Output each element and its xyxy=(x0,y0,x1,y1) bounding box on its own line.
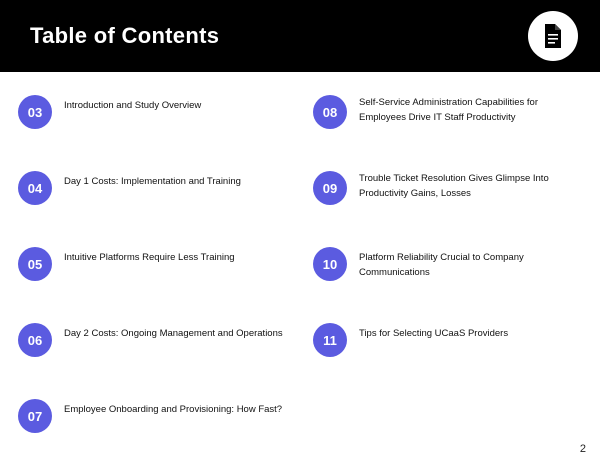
toc-number-badge: 04 xyxy=(18,171,52,205)
toc-number-badge: 07 xyxy=(18,399,52,433)
toc-number-badge: 10 xyxy=(313,247,347,281)
toc-number-badge: 05 xyxy=(18,247,52,281)
toc-item-09[interactable] xyxy=(313,171,588,205)
toc-item-label: Self-Service Administration Capabilities for Employees Drive IT Staff Productivity xyxy=(359,97,538,123)
toc-number-badge: 09 xyxy=(313,171,347,205)
page-title: Table of Contents xyxy=(30,23,220,48)
header-badge xyxy=(528,11,578,61)
toc-item-06[interactable] xyxy=(18,323,293,357)
toc-item-05[interactable] xyxy=(18,247,293,281)
document-icon xyxy=(542,23,564,49)
toc-item-label: Employee Onboarding and Provisioning: How Fast? xyxy=(64,404,283,415)
toc-item-label: Tips for Selecting UCaaS Providers xyxy=(359,328,509,339)
toc-item-03[interactable] xyxy=(18,95,293,129)
toc-item-08[interactable] xyxy=(313,95,588,129)
toc-item-label: Trouble Ticket Resolution Gives Glimpse Into Productivity Gains, Losses xyxy=(359,173,549,199)
toc-item-10[interactable] xyxy=(313,247,588,281)
toc-item-07[interactable] xyxy=(18,399,293,433)
toc-item-11[interactable] xyxy=(313,323,588,357)
toc-item-label: Platform Reliability Crucial to Company Communications xyxy=(359,252,524,278)
toc-item-label: Day 2 Costs: Ongoing Management and Operations xyxy=(64,328,283,339)
toc-item-label: Introduction and Study Overview xyxy=(64,100,202,111)
toc-item-04[interactable] xyxy=(18,171,293,205)
toc-item-label: Intuitive Platforms Require Less Training xyxy=(64,252,235,263)
toc-number-badge: 11 xyxy=(313,323,347,357)
toc-number-badge: 06 xyxy=(18,323,52,357)
header-bar xyxy=(0,0,600,72)
toc-item-label: Day 1 Costs: Implementation and Training xyxy=(64,176,241,187)
toc-content xyxy=(0,72,600,463)
toc-number-badge: 03 xyxy=(18,95,52,129)
toc-number-badge: 08 xyxy=(313,95,347,129)
page-number: 2 xyxy=(579,443,586,455)
